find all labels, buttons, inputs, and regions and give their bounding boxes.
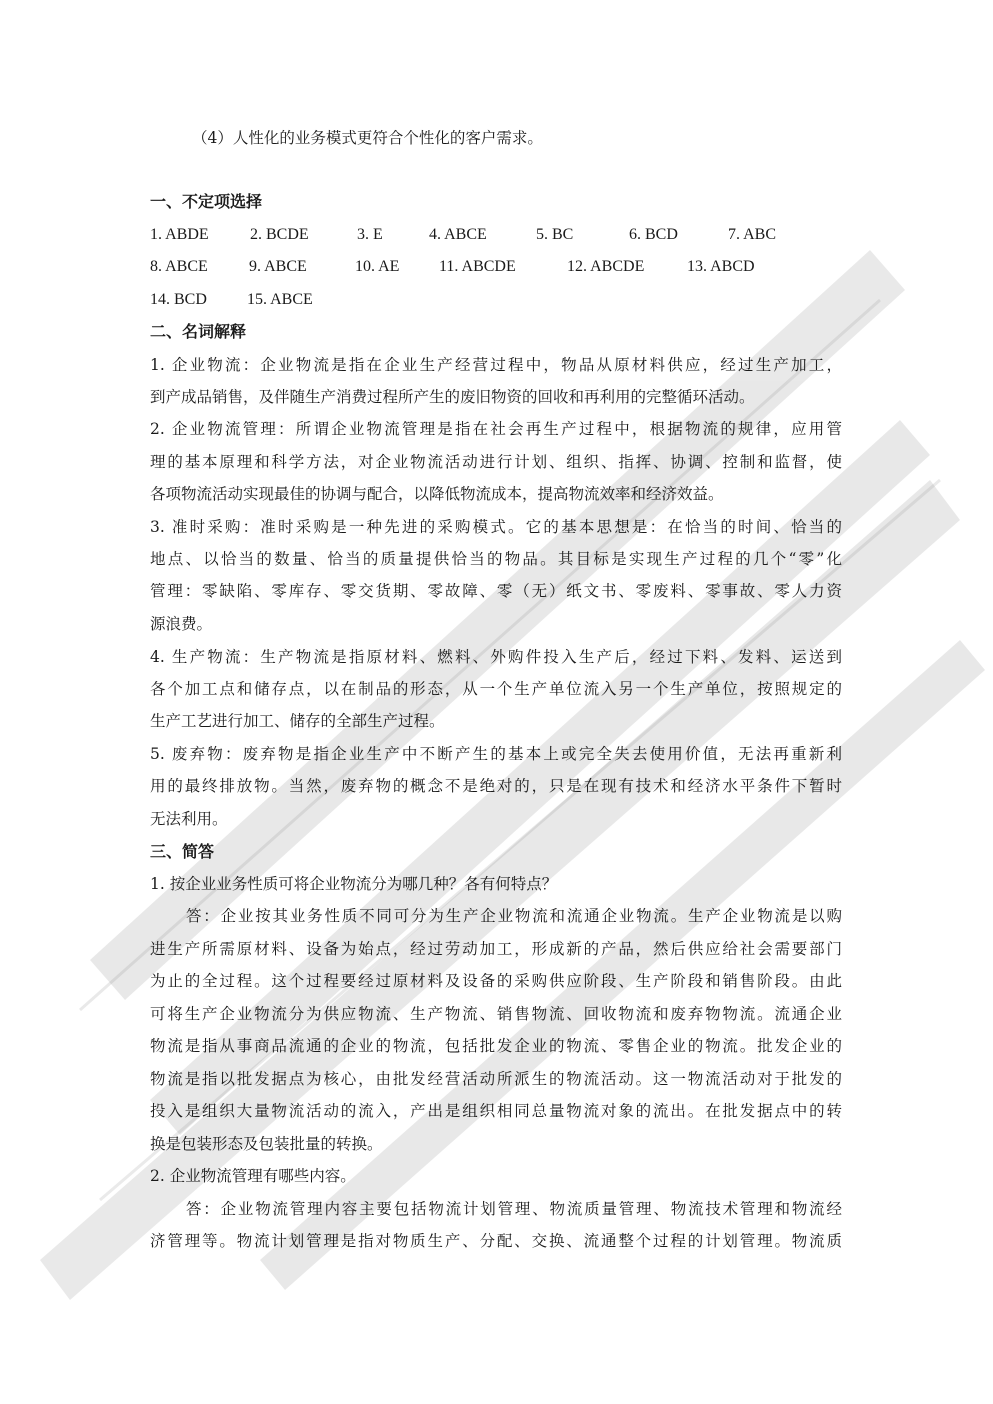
section-title-choice: 一、不定项选择 <box>150 192 263 211</box>
answer-3: 3. E <box>357 226 383 243</box>
answer-2: 2. BCDE <box>250 226 309 243</box>
intro-line: （4）人性化的业务模式更符合个性化的客户需求。 <box>192 129 543 147</box>
answer-8: 8. ABCE <box>150 258 208 275</box>
terms-line: 4. 生产物流：生产物流是指原材料、燃料、外购件投入生产后，经过下料、发料、运送到 <box>150 648 842 666</box>
answer-13: 13. ABCD <box>687 258 755 275</box>
answer-paragraph-line: 物流是指从事商品流通的企业的物流，包括批发企业的物流、零售企业的物流。批发企业的 <box>150 1037 842 1055</box>
terms-line: 2. 企业物流管理：所谓企业物流管理是指在社会再生产过程中，根据物流的规律，应用管 <box>150 420 842 438</box>
terms-line: 无法利用。 <box>150 810 228 828</box>
answer-11: 11. ABCDE <box>439 258 516 275</box>
answer-10: 10. AE <box>355 258 400 275</box>
answer-paragraph-line: 换是包装形态及包装批量的转换。 <box>150 1135 383 1153</box>
answer-paragraph-line: 进生产所需原材料、设备为始点，经过劳动加工，形成新的产品，然后供应给社会需要部门 <box>150 940 842 958</box>
answer-paragraph-line: 物流是指以批发据点为核心，由批发经营活动所派生的物流活动。这一物流活动对于批发的 <box>150 1070 842 1088</box>
question-2: 2. 企业物流管理有哪些内容。 <box>150 1167 356 1185</box>
terms-line: 用的最终排放物。当然，废弃物的概念不是绝对的，只是在现有技术和经济水平条件下暂时 <box>150 777 842 795</box>
terms-line: 1. 企业物流：企业物流是指在企业生产经营过程中，物品从原材料供应，经过生产加工， <box>150 356 842 374</box>
answer-14: 14. BCD <box>150 291 207 308</box>
terms-line: 理的基本原理和科学方法，对企业物流活动进行计划、组织、指挥、协调、控制和监督，使 <box>150 453 842 471</box>
answer-9: 9. ABCE <box>249 258 307 275</box>
answer-1: 1. ABDE <box>150 226 209 243</box>
section-title-short-answer: 三、简答 <box>150 842 215 861</box>
answer-5: 5. BC <box>536 226 574 243</box>
terms-line: 各个加工点和储存点，以在制品的形态，从一个生产单位流入另一个生产单位，按照规定的 <box>150 680 842 698</box>
answer-7: 7. ABC <box>728 226 777 243</box>
terms-line: 源浪费。 <box>150 615 213 633</box>
terms-line: 管理：零缺陷、零库存、零交货期、零故障、零（无）纸文书、零废料、零事故、零人力资 <box>150 582 842 600</box>
terms-line: 5. 废弃物：废弃物是指企业生产中不断产生的基本上或完全失去使用价值，无法再重新利 <box>150 745 842 763</box>
answer-15: 15. ABCE <box>247 291 313 308</box>
terms-line: 地点、以恰当的数量、恰当的质量提供恰当的物品。其目标是实现生产过程的几个“零”化 <box>150 550 842 568</box>
answer-12: 12. ABCDE <box>567 258 645 275</box>
terms-line: 3. 准时采购：准时采购是一种先进的采购模式。它的基本思想是：在恰当的时间、恰当的 <box>150 518 842 536</box>
question-1: 1. 按企业业务性质可将企业物流分为哪几种？各有何特点？ <box>150 875 558 893</box>
answer-4: 4. ABCE <box>429 226 487 243</box>
terms-line: 各项物流活动实现最佳的协调与配合，以降低物流成本，提高物流效率和经济效益。 <box>150 485 724 503</box>
answer-paragraph-line: 可将生产企业物流分为供应物流、生产物流、销售物流、回收物流和废弃物物流。流通企业 <box>150 1005 842 1023</box>
section-title-terms: 二、名词解释 <box>150 322 247 341</box>
answer-paragraph-line: 为止的全过程。这个过程要经过原材料及设备的采购供应阶段、生产阶段和销售阶段。由此 <box>150 972 842 990</box>
terms-line: 生产工艺进行加工、储存的全部生产过程。 <box>150 712 445 730</box>
terms-line: 到产成品销售，及伴随生产消费过程所产生的废旧物资的回收和再利用的完整循环活动。 <box>150 388 755 406</box>
answer-paragraph-line: 答：企业物流管理内容主要包括物流计划管理、物流质量管理、物流技术管理和物流经 <box>186 1200 842 1218</box>
answer-paragraph-line: 答：企业按其业务性质不同可分为生产企业物流和流通企业物流。生产企业物流是以购 <box>186 907 842 925</box>
answer-paragraph-line: 投入是组织大量物流活动的流入，产出是组织相同总量物流对象的流出。在批发据点中的转 <box>150 1102 842 1120</box>
answer-6: 6. BCD <box>629 226 678 243</box>
answer-paragraph-line: 济管理等。物流计划管理是指对物质生产、分配、交换、流通整个过程的计划管理。物流质 <box>150 1232 842 1250</box>
